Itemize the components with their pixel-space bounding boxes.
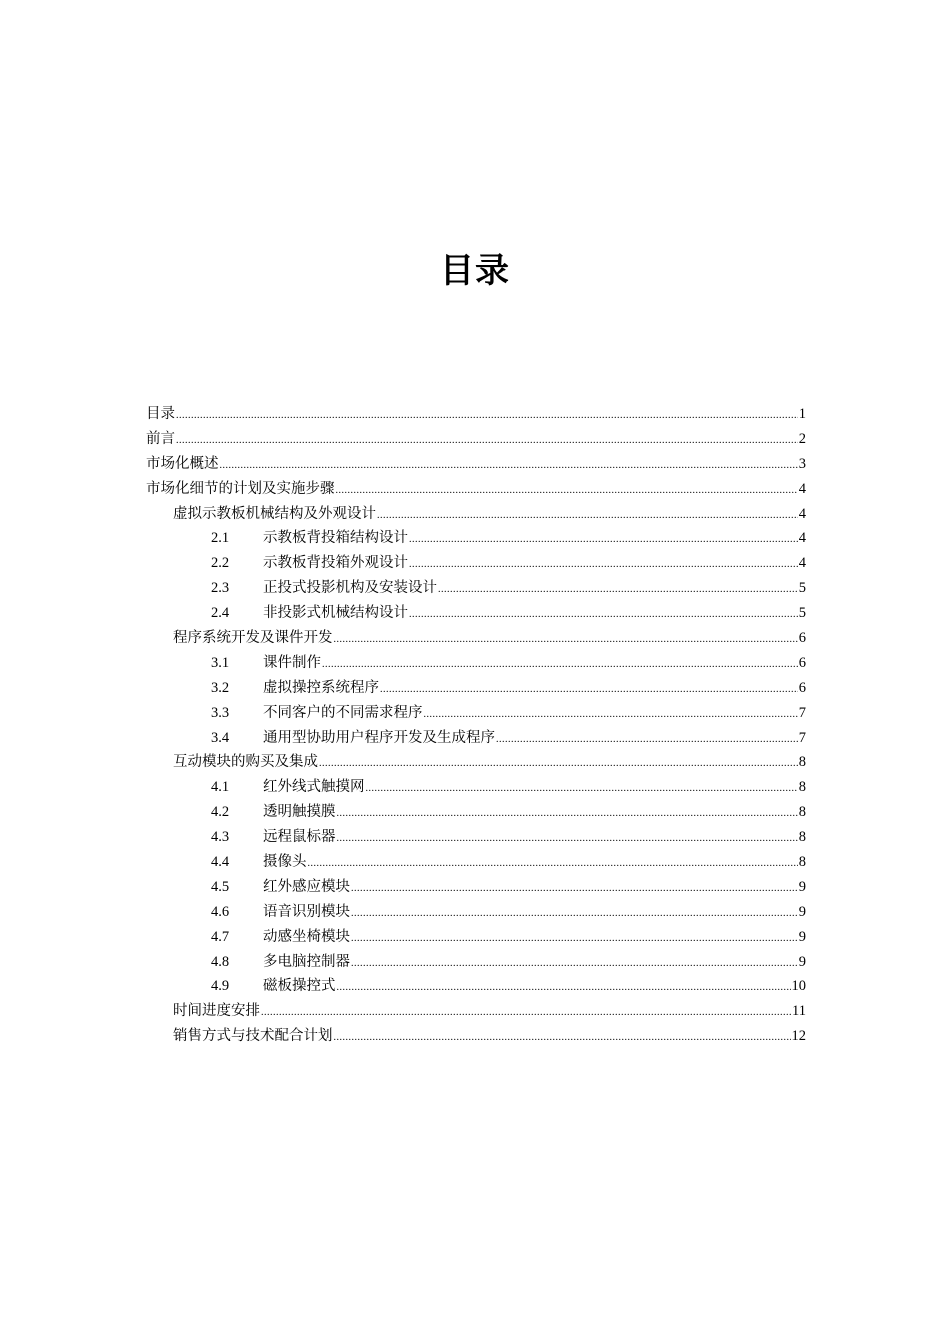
toc-dot-leader [176,404,798,429]
toc-entry-label: 正投式投影机构及安装设计 [263,580,437,597]
toc-dot-leader [409,528,798,553]
toc-entry-page-number: 10 [791,978,806,995]
toc-entry[interactable] [146,701,806,726]
toc-dot-leader [322,653,798,678]
toc-entry-number: 4.3 [211,829,230,846]
toc-entry-label: 市场化概述 [146,455,219,472]
toc-entry-label: 互动模块的购买及集成 [173,754,318,771]
toc-entry-number: 4.5 [211,878,230,895]
toc-entry[interactable] [146,651,806,676]
toc-entry[interactable] [146,526,806,551]
toc-entry-page-number: 2 [798,430,806,447]
toc-dot-leader [424,703,798,728]
toc-entry-page-number: 8 [798,829,806,846]
toc-entry-page-number: 7 [798,704,806,721]
toc-dot-leader [176,429,798,454]
toc-entry-label: 市场化细节的计划及实施步骤 [146,480,335,497]
toc-entry[interactable] [146,601,806,626]
toc-entry-page-number: 4 [798,505,806,522]
toc-entry-page-number: 5 [798,605,806,622]
toc-entry[interactable] [146,974,806,999]
toc-dot-leader [261,1001,791,1026]
toc-entry[interactable] [146,502,806,527]
toc-entry-page-number: 3 [798,455,806,472]
toc-entry-label: 示教板背投箱外观设计 [263,555,408,572]
toc-entry-label: 虚拟操控系统程序 [263,679,379,696]
toc-entry-page-number: 8 [798,854,806,871]
toc-entry-page-number: 9 [798,953,806,970]
toc-entry[interactable] [146,477,806,502]
toc-entry-label: 远程鼠标器 [263,829,336,846]
toc-entry-page-number: 11 [792,1003,806,1020]
toc-dot-leader [337,976,791,1001]
toc-entry-label: 红外感应模块 [263,878,350,895]
toc-dot-leader [337,802,798,827]
toc-dot-leader [351,902,798,927]
toc-entry-page-number: 9 [798,878,806,895]
toc-entry-page-number: 8 [798,754,806,771]
toc-entry-page-number: 4 [798,530,806,547]
toc-entry-number: 4.2 [211,804,230,821]
toc-dot-leader [438,578,798,603]
toc-entry-page-number: 1 [798,406,806,422]
toc-dot-leader [220,454,798,479]
toc-entry-number: 4.9 [211,978,230,995]
toc-dot-leader [334,1026,791,1051]
toc-dot-leader [366,777,798,802]
toc-entry[interactable] [146,800,806,825]
toc-entry[interactable] [146,925,806,950]
toc-entry-page-number: 6 [798,679,806,696]
toc-entry-page-number: 6 [798,630,806,647]
toc-entry-number: 3.2 [211,679,230,696]
toc-entry-number: 3.4 [211,729,230,746]
toc-entry-page-number: 12 [791,1028,806,1045]
toc-entry-number: 2.3 [211,580,230,597]
toc-entry-label: 摄像头 [263,854,307,871]
toc-entry-label: 非投影式机械结构设计 [263,605,408,622]
toc-entry[interactable] [146,850,806,875]
toc-entry[interactable] [146,875,806,900]
toc-entry-number: 4.7 [211,928,230,945]
toc-entry-number: 4.1 [211,779,230,796]
toc-entry-page-number: 7 [798,729,806,746]
toc-entry-page-number: 8 [798,804,806,821]
toc-entry-page-number: 9 [798,928,806,945]
toc-entry[interactable] [146,999,806,1024]
toc-entry[interactable] [146,825,806,850]
toc-entry[interactable] [146,775,806,800]
page-title: 目录 [440,251,510,291]
toc-entry-number: 2.2 [211,555,230,572]
toc-dot-leader [409,553,798,578]
toc-dot-leader [351,927,798,952]
toc-entry-label: 不同客户的不同需求程序 [263,704,423,721]
toc-dot-leader [409,603,798,628]
toc-entry-number: 4.8 [211,953,230,970]
toc-entry-number: 3.1 [211,654,230,671]
toc-entry-number: 2.1 [211,530,230,547]
toc-entry-label: 销售方式与技术配合计划 [173,1028,333,1045]
toc-entry-number: 4.4 [211,854,230,871]
toc-dot-leader [336,479,798,504]
toc-entry-label: 示教板背投箱结构设计 [263,530,408,547]
toc-entry-page-number: 4 [798,555,806,572]
table-of-contents [146,402,806,1049]
toc-dot-leader [334,628,798,653]
toc-entry-label: 程序系统开发及课件开发 [173,630,333,647]
toc-dot-leader [337,827,798,852]
toc-entry[interactable] [146,452,806,477]
toc-entry-number: 2.4 [211,605,230,622]
toc-entry-label: 课件制作 [263,654,321,671]
toc-entry[interactable] [146,427,806,452]
toc-entry-label: 前言 [146,430,175,447]
toc-dot-leader [351,877,798,902]
toc-entry[interactable] [146,900,806,925]
toc-entry-page-number: 9 [798,903,806,920]
toc-entry-number: 3.3 [211,704,230,721]
toc-entry[interactable] [146,576,806,601]
toc-entry-label: 虚拟示教板机械结构及外观设计 [173,505,376,522]
toc-entry-label: 多电脑控制器 [263,953,350,970]
toc-entry-label: 红外线式触摸网 [263,779,365,796]
toc-dot-leader [308,852,798,877]
toc-entry[interactable] [146,750,806,775]
toc-entry[interactable] [146,551,806,576]
toc-entry-page-number: 8 [798,779,806,796]
toc-entry-label: 通用型协助用户程序开发及生成程序 [263,729,495,746]
toc-entry-label: 动感坐椅模块 [263,928,350,945]
toc-entry-label: 目录 [146,406,175,422]
toc-entry-label: 透明触摸膜 [263,804,336,821]
toc-entry[interactable] [146,950,806,975]
toc-dot-leader [351,952,798,977]
toc-entry-page-number: 6 [798,654,806,671]
toc-entry[interactable] [146,676,806,701]
toc-entry-label: 时间进度安排 [173,1003,260,1020]
toc-dot-leader [319,752,798,777]
toc-entry[interactable] [146,1024,806,1049]
toc-entry-label: 磁板操控式 [263,978,336,995]
toc-entry-page-number: 5 [798,580,806,597]
toc-entry[interactable] [146,726,806,751]
toc-entry-page-number: 4 [798,480,806,497]
toc-dot-leader [380,678,798,703]
toc-entry[interactable] [146,402,806,427]
toc-entry-label: 语音识别模块 [263,903,350,920]
toc-entry-number: 4.6 [211,903,230,920]
toc-dot-leader [377,504,798,529]
toc-dot-leader [496,728,798,753]
toc-entry[interactable] [146,626,806,651]
